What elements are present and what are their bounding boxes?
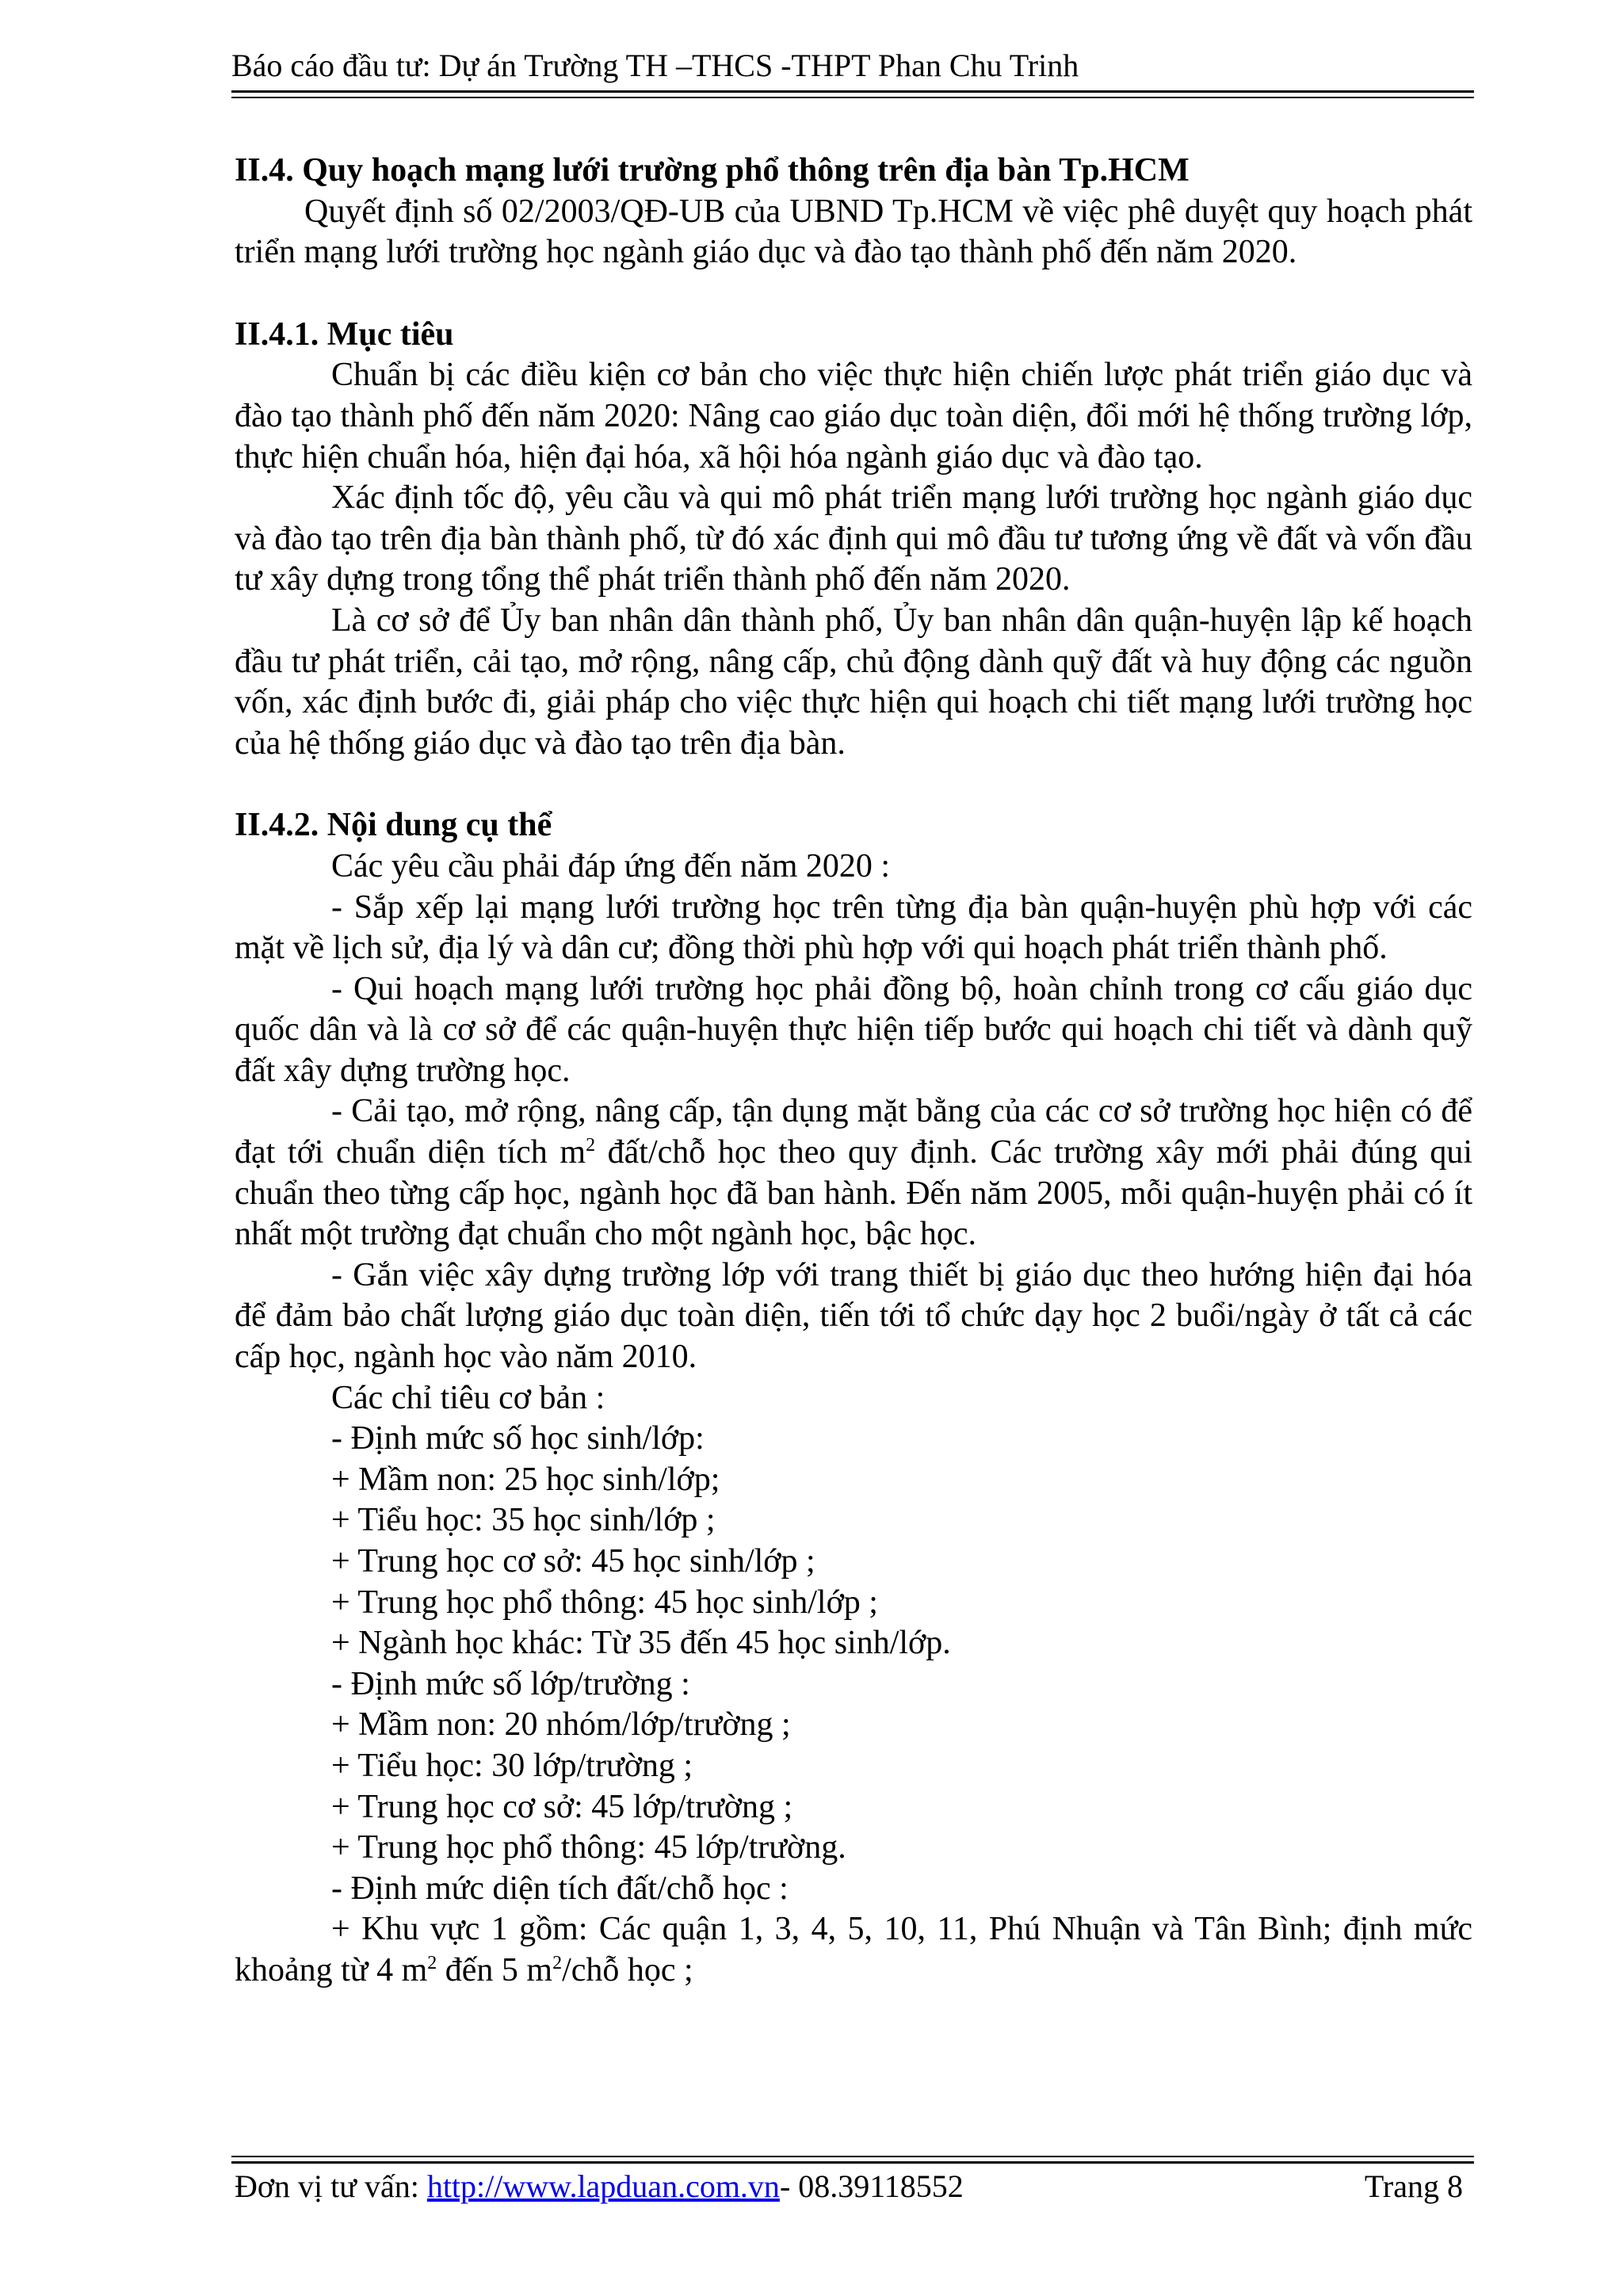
section-intro: Quyết định số 02/2003/QĐ-UB của UBND Tp.HCM về việc phê duyệt quy hoạch phát triển mạng lưới trường học ngành giáo dục và đào tạo thành phố đến năm 2020.: [235, 193, 1472, 271]
requirement-item: - Sắp xếp lại mạng lưới trường học trên từng địa bàn quận-huyện phù hợp với các mặt về lịch sử, địa lý và dân cư; đồng thời phù hợp với qui hoạch phát triển thành phố.: [235, 888, 1472, 967]
consultant-website-link[interactable]: http://www.lapduan.com.vn: [426, 2168, 780, 2204]
superscript: 2: [586, 1135, 596, 1156]
criteria-item: + Mầm non: 25 học sinh/lớp;: [331, 1461, 720, 1498]
criteria-item: + Trung học cơ sở: 45 học sinh/lớp ;: [331, 1543, 815, 1580]
requirement-text: - Cải tạo, mở rộng, nâng cấp, tận dụng mặt bằng của các cơ sở trường học hiện có để đạt tới chuẩn diện tích m: [235, 1093, 1472, 1171]
basic-criteria-intro: Các chỉ tiêu cơ bản :: [331, 1379, 605, 1416]
criteria-item: + Mầm non: 20 nhóm/lớp/trường ;: [331, 1706, 791, 1744]
subsection-heading-content: II.4.2. Nội dung cụ thể: [235, 807, 552, 844]
document-body: [235, 151, 1472, 1992]
criteria-item: + Trung học phổ thông: 45 học sinh/lớp ;: [331, 1584, 878, 1621]
area-text: + Khu vực 1 gồm: Các quận 1, 3, 4, 5, 10, 11, Phú Nhuận và Tân Bình; định mức khoảng từ 4 m: [235, 1911, 1472, 1988]
criteria-item: + Trung học phổ thông: 45 lớp/trường.: [331, 1829, 846, 1866]
criteria-title: - Định mức số lớp/trường :: [331, 1665, 690, 1702]
criteria-item: + Tiểu học: 30 lớp/trường ;: [331, 1747, 693, 1784]
page-footer: [231, 2156, 1474, 2210]
criteria-title: - Định mức diện tích đất/chỗ học :: [331, 1870, 789, 1907]
goals-paragraph: Chuẩn bị các điều kiện cơ bản cho việc thực hiện chiến lược phát triển giáo dục và đào tạo thành phố đến năm 2020: Nâng cao giáo dục toàn diện, đổi mới hệ thống trường lớp, thực hiện chuẩn hóa, hiện đại hóa, xã hội hóa ngành giáo dục và đào tạo.: [235, 357, 1472, 476]
page-number: Trang 8: [1364, 2168, 1463, 2204]
requirements-intro: Các yêu cầu phải đáp ứng đến năm 2020 :: [331, 847, 891, 884]
criteria-item: [235, 1909, 1472, 1991]
criteria-item: + Trung học cơ sở: 45 lớp/trường ;: [331, 1788, 793, 1825]
goals-paragraph: Xác định tốc độ, yêu cầu và qui mô phát triển mạng lưới trường học ngành giáo dục và đào tạo trên địa bàn thành phố, từ đó xác định qui mô đầu tư tương ứng về đất và vốn đầu tư xây dựng trong tổng thể phát triển thành phố đến năm 2020.: [235, 479, 1472, 598]
criteria-item: + Ngành học khác: Từ 35 đến 45 học sinh/lớp.: [331, 1625, 951, 1662]
criteria-title: - Định mức số học sinh/lớp:: [331, 1420, 705, 1457]
footer-label: Đơn vị tư vấn:: [235, 2168, 427, 2204]
spacer: [235, 273, 1472, 315]
requirement-item: - Gắn việc xây dựng trường lớp với trang thiết bị giáo dục theo hướng hiện đại hóa để đảm bảo chất lượng giáo dục toàn diện, tiến tới tổ chức dạy học 2 buổi/ngày ở tất cả các cấp học, ngành học vào năm 2010.: [235, 1256, 1472, 1376]
subsection-heading-goals: II.4.1. Mục tiêu: [235, 315, 454, 353]
header-title: Báo cáo đầu tư: Dự án Trường TH –THCS -THPT Phan Chu Trinh: [231, 48, 1079, 83]
requirement-item: [235, 1091, 1472, 1255]
footer-left: [235, 2164, 964, 2210]
requirement-item: - Qui hoạch mạng lưới trường học phải đồng bộ, hoàn chỉnh trong cơ cấu giáo dục quốc dân và là cơ sở để các quận-huyện thực hiện tiếp bước qui hoạch chi tiết và dành quỹ đất xây dựng trường học.: [235, 970, 1472, 1089]
criteria-item: + Tiểu học: 35 học sinh/lớp ;: [331, 1502, 716, 1539]
section-heading: II.4. Quy hoạch mạng lưới trường phổ thông trên địa bàn Tp.HCM: [235, 152, 1190, 189]
area-text: đến 5 m: [437, 1951, 553, 1988]
header-rule-thick: [231, 90, 1474, 93]
header-rule-thin: [231, 97, 1474, 98]
spacer: [235, 764, 1472, 805]
goals-paragraph: Là cơ sở để Ủy ban nhân dân thành phố, Ủy ban nhân dân quận-huyện lập kế hoạch đầu tư phát triển, cải tạo, mở rộng, nâng cấp, chủ động dành quỹ đất và huy động các nguồn vốn, xác định bước đi, giải pháp cho việc thực hiện qui hoạch chi tiết mạng lưới trường học của hệ thống giáo dục và đào tạo trên địa bàn.: [235, 602, 1472, 762]
page-header: [231, 41, 1474, 98]
requirement-text: đất/chỗ học theo quy định. Các trường xây mới phải đúng qui chuẩn theo từng cấp học, ngành học đã ban hành. Đến năm 2005, mỗi quận-huyện phải có ít nhất một trường đạt chuẩn cho một ngành học, bậc học.: [235, 1134, 1472, 1253]
area-text: /chỗ học ;: [562, 1951, 693, 1988]
footer-line: [231, 2164, 1474, 2210]
superscript: 2: [427, 1952, 437, 1973]
footer-rule-thin: [231, 2156, 1474, 2157]
footer-phone: - 08.39118552: [779, 2168, 964, 2204]
superscript: 2: [552, 1952, 563, 1973]
